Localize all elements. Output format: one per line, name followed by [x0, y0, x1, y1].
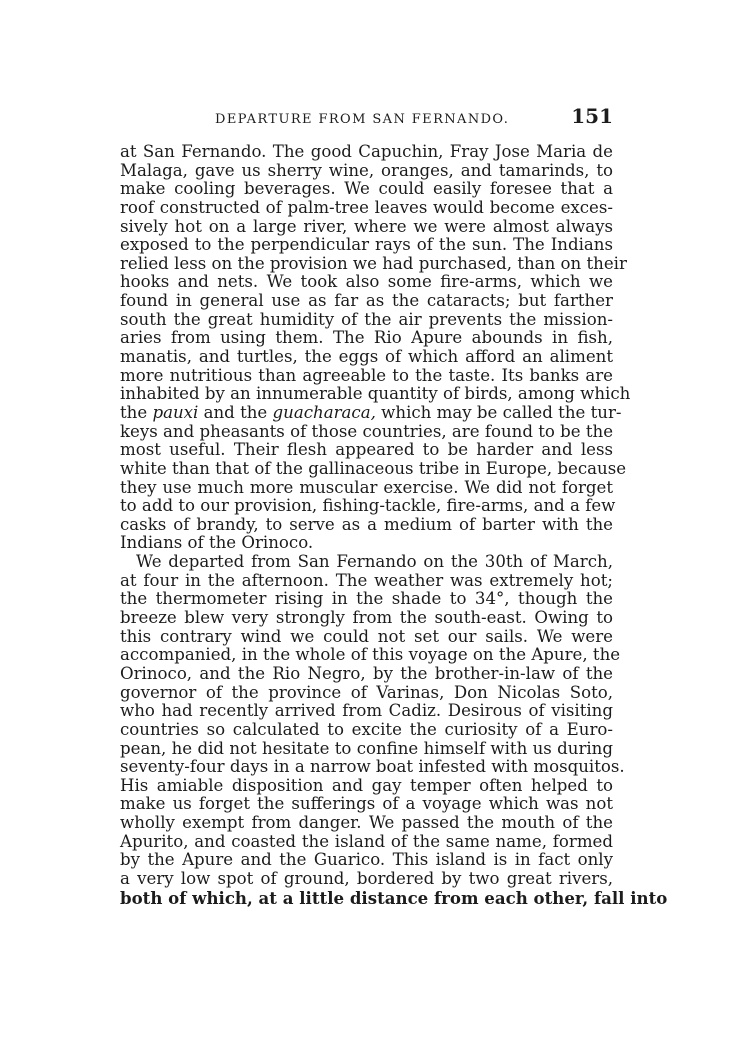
page-number: 151 — [571, 104, 613, 128]
text-line: breeze blew very strongly from the south-east. Owing to — [120, 608, 613, 628]
text-line: hooks and nets. We took also some fire-arms, which we — [120, 272, 613, 292]
text-line: Apurito, and coasted the island of the same name, formed — [120, 831, 613, 851]
text-line: more nutritious than agreeable to the taste. Its banks are — [120, 365, 613, 385]
paragraph-end-line: Indians of the Orinoco. — [120, 533, 314, 553]
text-line: seventy-four days in a narrow boat infested with mosquitos. — [120, 757, 625, 777]
text-line: white than that of the gallinaceous tribe in Europe, because — [120, 458, 627, 478]
text-line: roof constructed of palm-tree leaves would become exces- — [120, 197, 613, 217]
text-line: a very low spot of ground, bordered by two great rivers, — [120, 868, 613, 888]
text-line: south the great humidity of the air prevents the mission- — [120, 309, 613, 329]
text-line: governor of the province of Varinas, Don Nicolas Soto, — [120, 682, 613, 702]
text-line: to add to our provision, fishing-tackle, fire-arms, and a few — [120, 496, 616, 516]
text-line: inhabited by an innumerable quantity of birds, among which — [120, 384, 631, 404]
text-line: accompanied, in the whole of this voyage on the Apure, the — [120, 645, 621, 665]
text-segment: which may be called the tur- — [375, 402, 622, 422]
text-line: make us forget the sufferings of a voyage which was not — [120, 794, 613, 814]
body-text — [120, 142, 668, 908]
text-segment: the — [120, 402, 153, 422]
text-line: casks of brandy, to serve as a medium of barter with the — [120, 514, 613, 534]
italic-term-pauxi: pauxi — [152, 402, 199, 422]
text-line: pean, he did not hesitate to confine himself with us during — [120, 738, 613, 758]
text-line-with-italics — [120, 402, 622, 423]
text-line: make cooling beverages. We could easily foresee that a — [120, 179, 613, 199]
text-line: Malaga, gave us sherry wine, oranges, and tamarinds, to — [120, 160, 613, 180]
text-line: aries from using them. The Rio Apure abounds in fish, — [120, 328, 613, 348]
text-line: this contrary wind we could not set our sails. We were — [120, 626, 613, 646]
text-line: at San Fernando. The good Capuchin, Fray Jose Maria de — [120, 142, 613, 161]
text-line: the thermometer rising in the shade to 34°, though the — [120, 589, 613, 609]
text-line: exposed to the perpendicular rays of the sun. The Indians — [120, 235, 613, 255]
page-header — [120, 104, 613, 134]
text-line: wholly exempt from danger. We passed the mouth of the — [120, 813, 613, 833]
text-line: by the Apure and the Guarico. This island is in fact only — [120, 850, 613, 870]
text-line: sively hot on a large river, where we were almost always — [120, 216, 613, 236]
text-line: who had recently arrived from Cadiz. Desirous of visiting — [120, 701, 613, 721]
text-line: both of which, at a little distance from each other, fall into — [120, 887, 668, 908]
paragraph-start-line: We departed from San Fernando on the 30th of March, — [136, 552, 613, 572]
text-line: found in general use as far as the cataracts; but farther — [120, 291, 613, 311]
text-line: His amiable disposition and gay temper often helped to — [120, 775, 613, 795]
text-line: keys and pheasants of those countries, are found to be the — [120, 421, 614, 441]
text-line: they use much more muscular exercise. We did not forget — [120, 477, 613, 497]
italic-term-guacharaca: guacharaca, — [272, 402, 376, 422]
text-line: manatis, and turtles, the eggs of which afford an aliment — [120, 347, 613, 367]
text-segment: and the — [198, 402, 273, 422]
text-line: relied less on the provision we had purchased, than on their — [120, 253, 627, 273]
running-head: DEPARTURE FROM SAN FERNANDO. — [215, 112, 510, 127]
text-line: Orinoco, and the Rio Negro, by the brother-in-law of the — [120, 663, 613, 683]
text-line: countries so calculated to excite the curiosity of a Euro- — [120, 719, 613, 739]
text-line: at four in the afternoon. The weather was extremely hot; — [120, 570, 613, 590]
text-line: most useful. Their flesh appeared to be harder and less — [120, 440, 613, 460]
